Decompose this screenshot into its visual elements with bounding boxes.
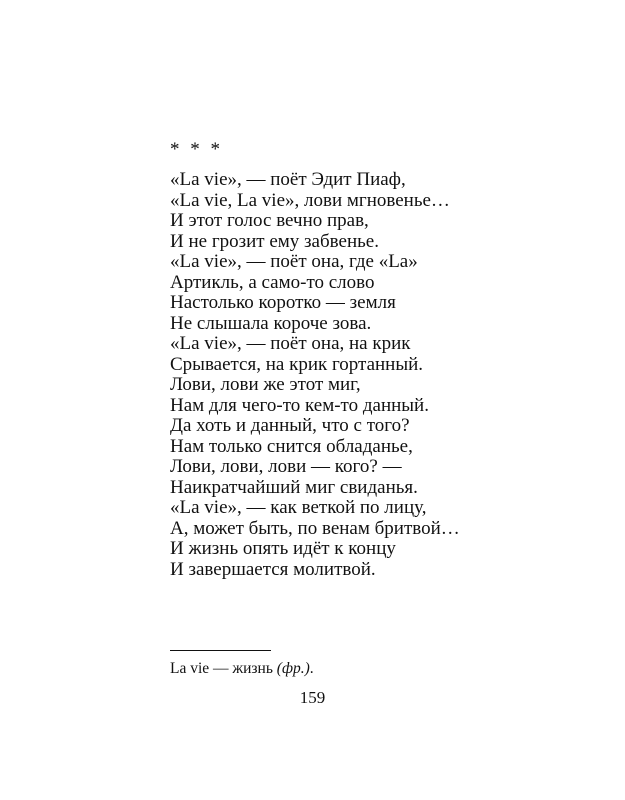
poem-line: «La vie», — поёт она, на крик — [170, 333, 411, 354]
poem-line: Лови, лови же этот миг, — [170, 374, 361, 395]
footnote-dash: — — [209, 660, 233, 677]
poem-line: И не грозит ему забвенье. — [170, 230, 379, 252]
poem-line: И завершается молитвой. — [170, 558, 376, 580]
footnote-divider — [170, 650, 271, 651]
poem-line: И этот голос вечно прав, — [170, 210, 369, 231]
poem-line: Срывается, на крик гортанный. — [170, 353, 424, 375]
footnote-period: . — [309, 660, 314, 677]
poem-line: Настолько коротко — земля — [170, 292, 396, 313]
poem-line: Наикратчайший миг свиданья. — [170, 476, 418, 498]
poem-line: «La vie», — поёт Эдит Пиаф, — [170, 169, 406, 190]
footnote-definition: жизнь — [232, 660, 277, 677]
poem-line: А, может быть, по венам бритвой… — [170, 517, 460, 539]
footnote — [170, 660, 314, 678]
poem-line: «La vie», — поёт она, где «La» — [170, 251, 418, 272]
poem-line: Нам только снится обладанье, — [170, 435, 413, 457]
poem-line: Не слышала короче зова. — [170, 312, 372, 334]
poem-text — [170, 170, 590, 580]
poem-line: Нам для чего-то кем-то данный. — [170, 394, 429, 416]
footnote-term: La vie — [170, 660, 210, 677]
poem-line: «La vie», — как веткой по лицу, — [170, 497, 427, 518]
section-separator: * * * — [170, 139, 223, 160]
page-number: 159 — [299, 688, 326, 707]
poem-line: Да хоть и данный, что с того? — [170, 415, 410, 436]
poem-line: Артикль, а само-то слово — [170, 271, 375, 293]
poem-line: «La vie, La vie», лови мгновенье… — [170, 189, 450, 211]
poem-line: И жизнь опять идёт к концу — [170, 538, 396, 559]
poem-line: Лови, лови, лови — кого? — — [170, 456, 402, 477]
footnote-language-abbreviation: (фр.) — [276, 660, 310, 677]
